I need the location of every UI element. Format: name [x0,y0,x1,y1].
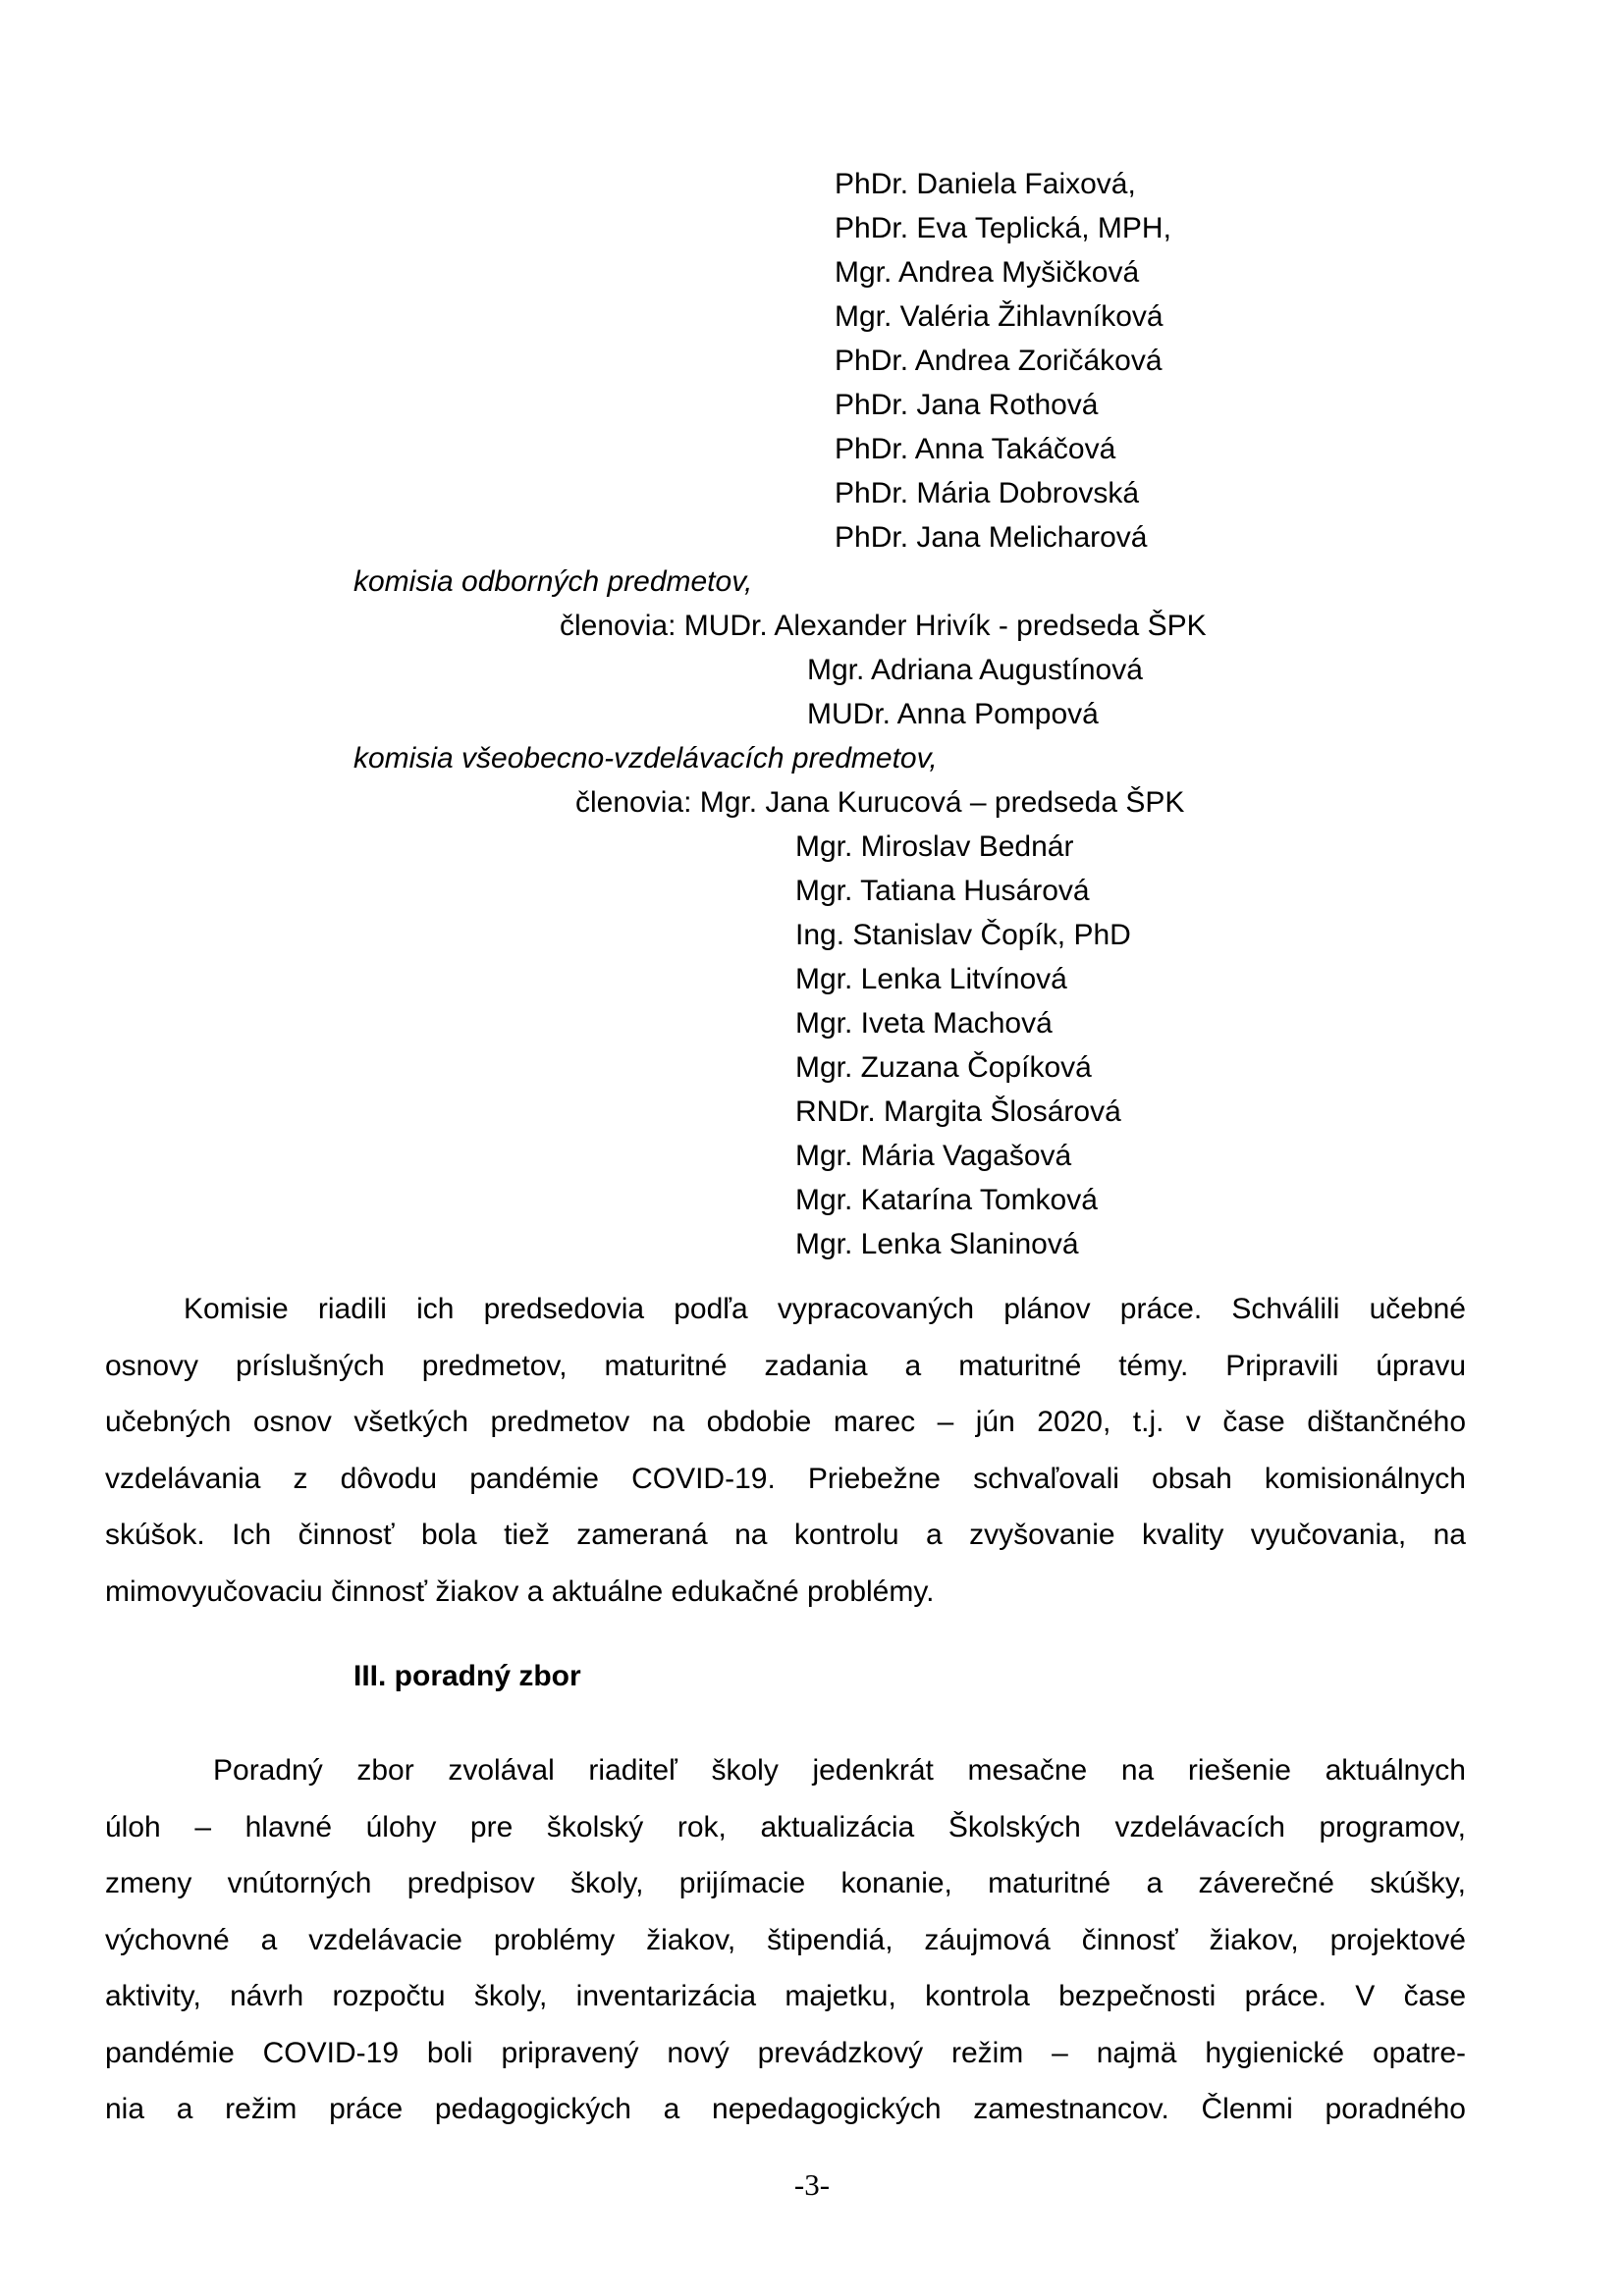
text-line: úloh – hlavné úlohy pre školský rok, aktualizácia Školských vzdelávacích programov, [105,1810,1466,1843]
text-line: aktivity, návrh rozpočtu školy, inventarizácia majetku, kontrola bezpečnosti práce. V čase [105,1980,1466,2012]
person-name: PhDr. Anna Takáčová [835,433,1116,465]
paragraph-komisie [105,1281,1466,1620]
person-name: Mgr. Valéria Žihlavníková [835,300,1164,333]
person-name: PhDr. Daniela Faixová, [835,168,1136,200]
person-name: Mgr. Lenka Slaninová [795,1228,1079,1260]
person-name: Mgr. Tatiana Husárová [795,875,1090,907]
text-line: vzdelávania z dôvodu pandémie COVID-19. Priebežne schvaľovali obsah komisionálnych [105,1462,1466,1495]
person-name: RNDr. Margita Šlosárová [795,1095,1121,1128]
text-line: nia a režim práce pedagogických a nepedagogických zamestnancov. Členmi poradného [105,2093,1466,2125]
commission-odborne-members-list [807,648,1624,736]
person-name: Ing. Stanislav Čopík, PhD [795,919,1131,951]
person-name: Mgr. Andrea Myšičková [835,256,1140,289]
person-name: MUDr. Anna Pompová [807,698,1099,730]
person-name: Mgr. Katarína Tomková [795,1184,1098,1216]
page-number: -3- [793,2166,831,2202]
top-names-list [835,162,1624,560]
text-line: mimovyučovaciu činnosť žiakov a aktuálne edukačné problémy. [105,1575,935,1608]
commission-vseobecne-title: komisia všeobecno-vzdelávacích predmetov, [353,742,938,774]
person-name: Mgr. Iveta Machová [795,1007,1053,1040]
section-heading-poradny-zbor: III. poradný zbor [353,1660,581,1692]
text-line: osnovy príslušných predmetov, maturitné zadania a maturitné témy. Pripravili úpravu [105,1349,1466,1382]
text-line: pandémie COVID-19 boli pripravený nový prevádzkový režim – najmä hygienické opatre- [105,2036,1466,2069]
text-line: Komisie riadili ich predsedovia podľa vypracovaných plánov práce. Schválili učebné [184,1293,1466,1325]
commission-vseobecne-chair-line: členovia: Mgr. Jana Kurucová – predseda ŠPK [575,786,1185,819]
commission-vseobecne-members-list [795,825,1624,1266]
text-line: skúšok. Ich činnosť bola tiež zameraná na kontrolu a zvyšovanie kvality vyučovania, na [105,1519,1466,1551]
text-line: Poradný zbor zvolával riaditeľ školy jedenkrát mesačne na riešenie aktuálnych [213,1754,1466,1787]
text-line: zmeny vnútorných predpisov školy, prijímacie konanie, maturitné a záverečné skúšky, [105,1867,1466,1899]
commission-odborne-title: komisia odborných predmetov, [353,565,753,598]
paragraph-poradny-zbor [105,1742,1466,2138]
person-name: Mgr. Mária Vagašová [795,1140,1072,1172]
person-name: Mgr. Lenka Litvínová [795,963,1067,995]
person-name: PhDr. Mária Dobrovská [835,477,1140,509]
person-name: PhDr. Andrea Zoričáková [835,345,1163,377]
text-line: výchovné a vzdelávacie problémy žiakov, štipendiá, záujmová činnosť žiakov, projektové [105,1923,1466,1956]
commission-odborne-chair-line: členovia: MUDr. Alexander Hrivík - predseda ŠPK [560,610,1207,642]
person-name: Mgr. Adriana Augustínová [807,654,1143,686]
person-name: Mgr. Zuzana Čopíková [795,1051,1092,1084]
person-name: PhDr. Jana Rothová [835,389,1099,421]
person-name: PhDr. Eva Teplická, MPH, [835,212,1171,244]
text-line: učebných osnov všetkých predmetov na obdobie marec – jún 2020, t.j. v čase dištančného [105,1406,1466,1438]
person-name: PhDr. Jana Melicharová [835,521,1148,554]
person-name: Mgr. Miroslav Bednár [795,830,1074,863]
